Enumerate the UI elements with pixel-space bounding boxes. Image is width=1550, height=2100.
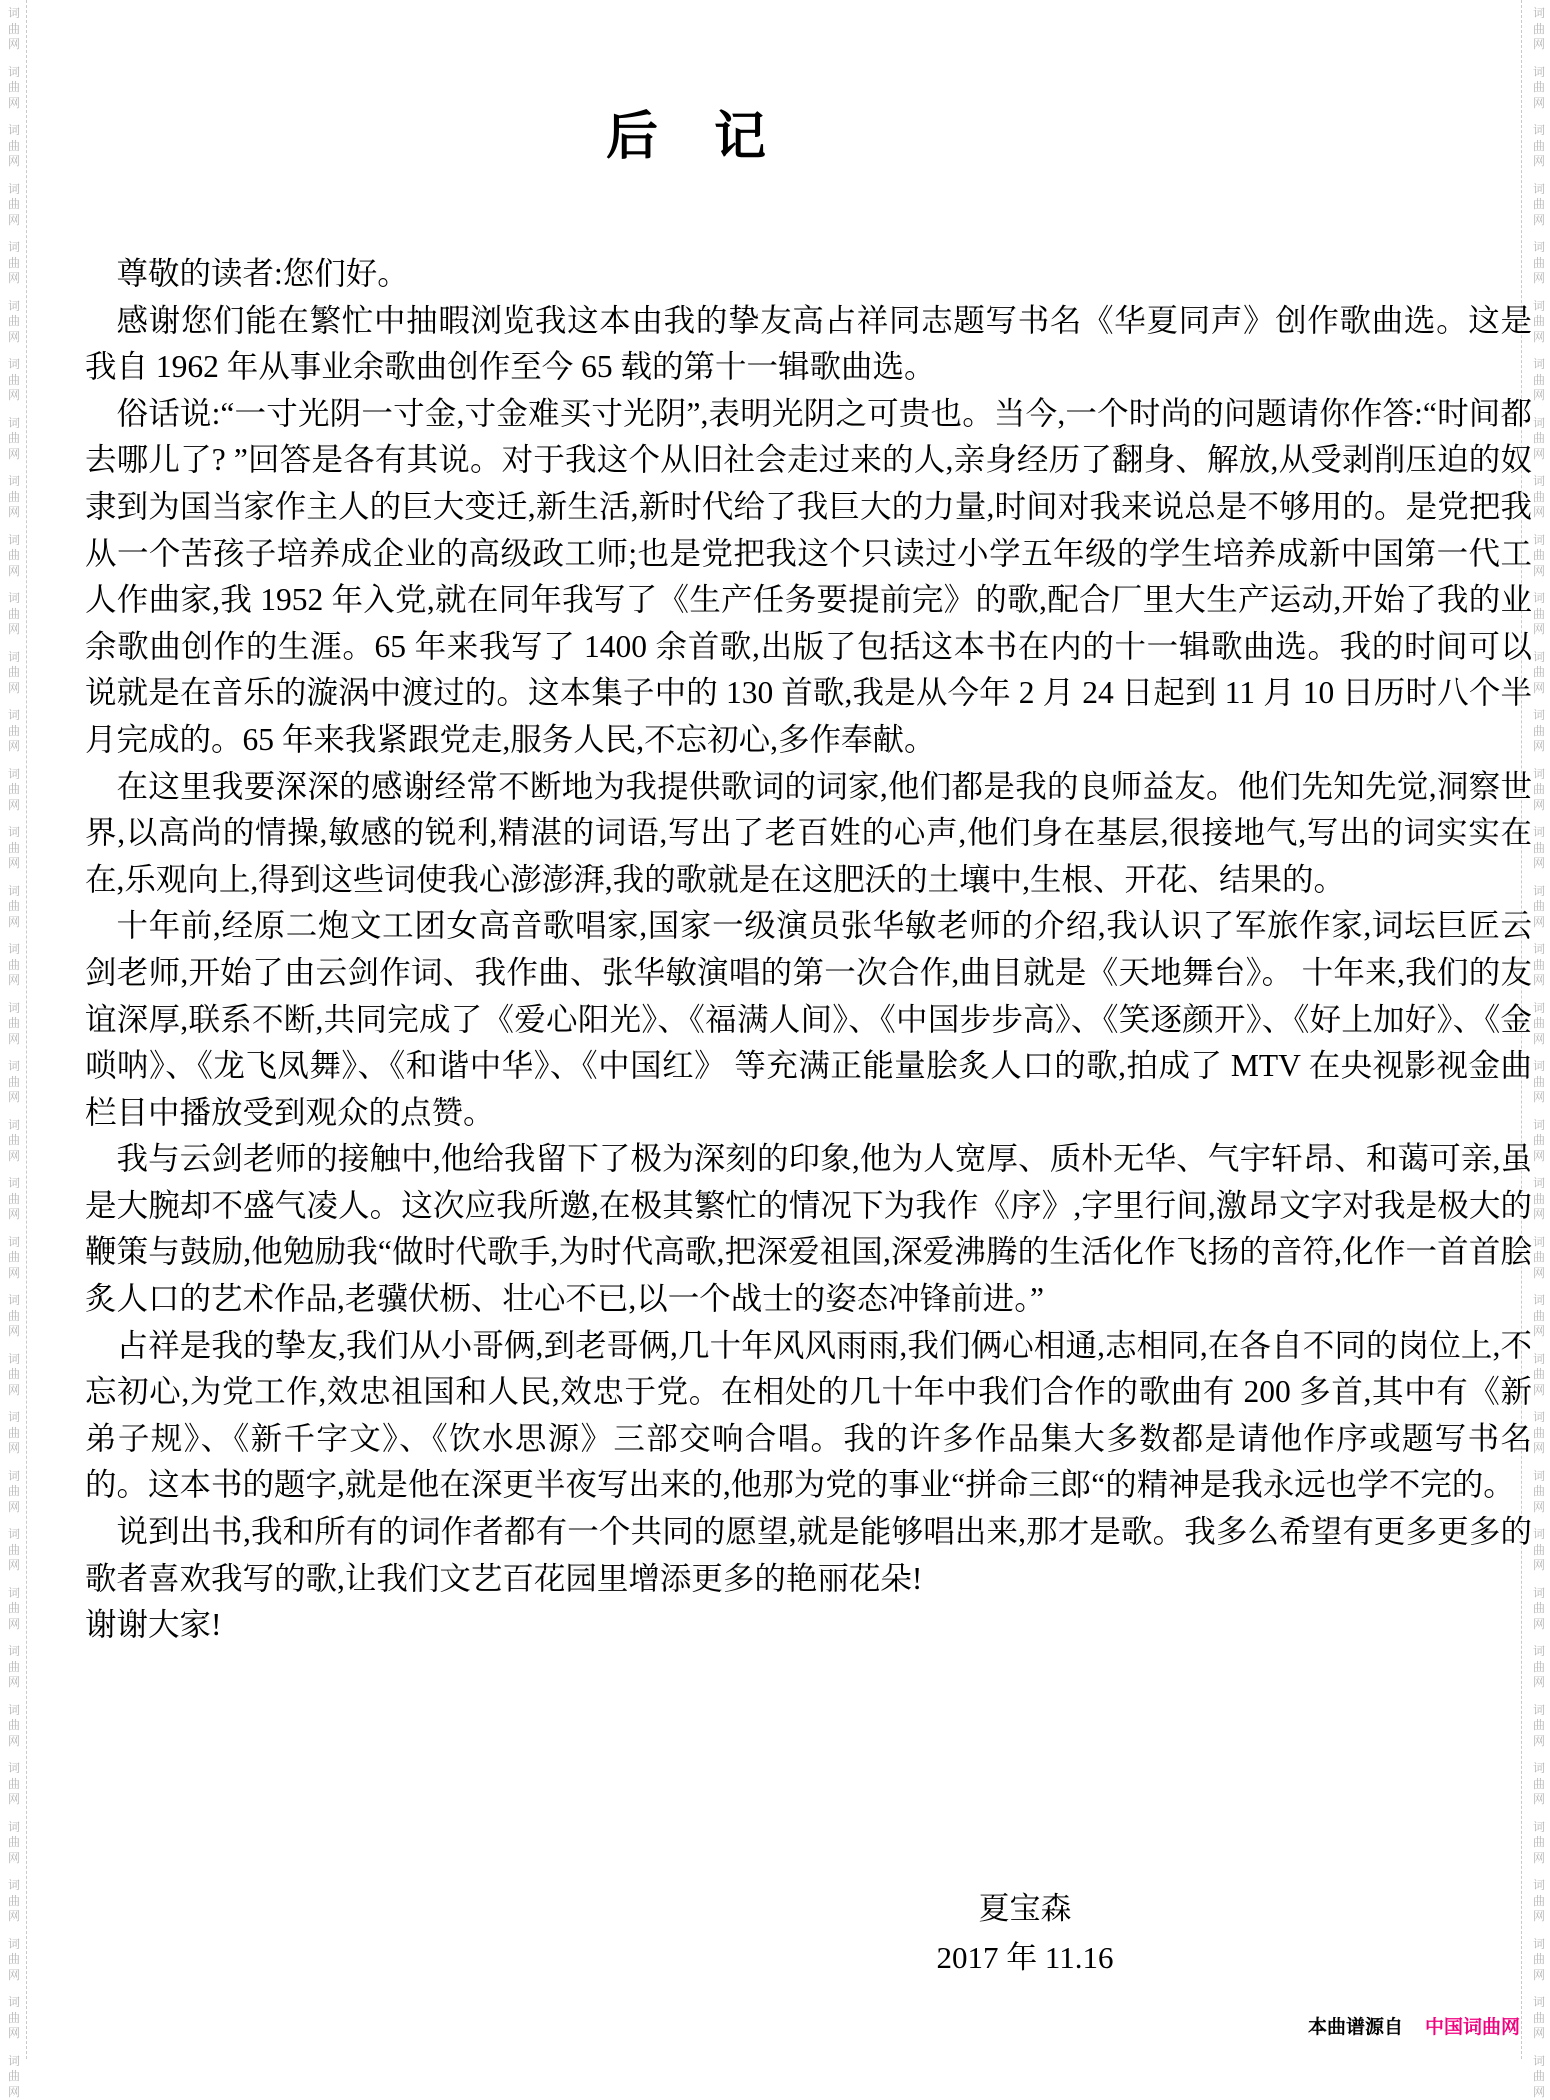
paragraph-thanks: 感谢您们能在繁忙中抽暇浏览我这本由我的挚友高占祥同志题写书名《华夏同声》创作歌曲选。这是我自 1962 年从事业余歌曲创作至今 65 载的第十一辑歌曲选。 — [85, 302, 1532, 385]
left-watermark-column: 词 曲 网 词 曲 网 词 曲 网 词 曲 网 词 曲 网 词 曲 网 词 曲 网 词 曲 网 词 曲 网 词 曲 网 词 曲 网 词 曲 网 词 曲 网 词 曲 网 词 曲 网 词 曲 网 词 曲 网 词 曲 网 词 曲 网 词 曲 网 词 曲 网 词 曲 网 词 曲 网 词 曲 网 词 曲 网 词 曲 网 词 曲 网 词 曲 网 词 曲 网 词 曲 网 词 曲 网 词 曲 网 词 曲 网 词 曲 网 词 曲 网 词 曲 网 — [7, 6, 20, 2099]
paragraph-yunjian: 十年前,经原二炮文工团女高音歌唱家,国家一级演员张华敏老师的介绍,我认识了军旅作家,词坛巨匠云剑老师,开始了由云剑作词、我作曲、张华敏演唱的第一次合作,曲目就是《天地舞台》。 十年来,我们的友谊深厚,联系不断,共同完成了《爱心阳光》、《福满人间》、《中国步步高》、《笑逐颜开》、《好上加好》、《金唢呐》、《龙飞凤舞》、《和谐中华》、《中国红》 等充满正能量脍炙人口的歌,拍成了 MTV 在央视影视金曲栏目中播放受到观众的点赞。 — [85, 908, 1532, 1130]
paragraph-wish: 说到出书,我和所有的词作者都有一个共同的愿望,就是能够唱出来,那才是歌。我多么希望有更多更多的歌者喜欢我写的歌,让我们文艺百花园里增添更多的艳丽花朵! — [85, 1514, 1532, 1596]
footer-credit — [1308, 2012, 1520, 2039]
signature-date: 2017 年 11.16 — [936, 1940, 1114, 1975]
closing-line: 谢谢大家! — [85, 1607, 222, 1643]
page-header — [0, 94, 1550, 169]
paragraph-impression: 我与云剑老师的接触中,他给我留下了极为深刻的印象,他为人宽厚、质朴无华、气宇轩昂、和蔼可亲,虽是大腕却不盛气凌人。这次应我所邀,在极其繁忙的情况下为我作《序》,字里行间,激昂文字对我是极大的鞭策与鼓励,他勉励我“做时代歌手,为时代高歌,把深爱祖国,深爱沸腾的生活化作飞扬的音符,化作一首首脍炙人口的艺术作品,老骥伏枥、壮心不已,以一个战士的姿态冲锋前进。” — [85, 1141, 1532, 1317]
page-title: 后 记 — [605, 109, 768, 166]
footer-source-label: 本曲谱源自 — [1307, 2017, 1403, 2038]
left-dashed-divider — [26, 0, 27, 2059]
afterword-body — [85, 251, 1532, 1649]
signature-block — [860, 1884, 1190, 1982]
paragraph-zhanxiang: 占祥是我的挚友,我们从小哥俩,到老哥俩,几十年风风雨雨,我们俩心相通,志相同,在各自不同的岗位上,不忘初心,为党工作,效忠祖国和人民,效忠于党。在相处的几十年中我们合作的歌曲有 200 多首,其中有《新弟子规》、《新千字文》、《饮水思源》三部交响合唱。我的许多作品集大多数都是请他作序或题写书名的。这本书的题字,就是他在深更半夜写出来的,他那为党的事业“拼命三郎“的精神是我永远也学不完的。 — [85, 1327, 1532, 1503]
footer-brand-link[interactable]: 中国词曲网 — [1424, 2017, 1520, 2038]
author-name: 夏宝森 — [978, 1891, 1072, 1926]
paragraph-greeting: 尊敬的读者:您们好。 — [116, 256, 409, 291]
paragraph-time: 俗话说:“一寸光阴一寸金,寸金难买寸光阴”,表明光阴之可贵也。当今,一个时尚的问题请你作答:“时间都去哪儿了? ”回答是各有其说。对于我这个从旧社会走过来的人,亲身经历了翻身、解放,从受剥削压迫的奴隶到为国当家作主人的巨大变迁,新生活,新时代给了我巨大的力量,时间对我来说总是不够用的。是党把我从一个苦孩子培养成企业的高级政工师;也是党把我这个只读过小学五年级的学生培养成新中国第一代工人作曲家,我 1952 年入党,就在同年我写了《生产任务要提前完》的歌,配合厂里大生产运动,开始了我的业余歌曲创作的生涯。65 年来我写了 1400 余首歌,出版了包括这本书在内的十一辑歌曲选。我的时间可以说就是在音乐的漩涡中渡过的。这本集子中的 130 首歌,我是从今年 2 月 24 日起到 11 月 10 日历时八个半月完成的。65 年来我紧跟党走,服务人民,不忘初心,多作奉献。 — [85, 395, 1532, 757]
paragraph-lyricists: 在这里我要深深的感谢经常不断地为我提供歌词的词家,他们都是我的良师益友。他们先知先觉,洞察世界,以高尚的情操,敏感的锐利,精湛的词语,写出了老百姓的心声,他们身在基层,很接地气,写出的词实实在在,乐观向上,得到这些词使我心澎澎湃,我的歌就是在这肥沃的土壤中,生根、开花、结果的。 — [85, 768, 1532, 897]
right-watermark-column: 词 曲 网 词 曲 网 词 曲 网 词 曲 网 词 曲 网 词 曲 网 词 曲 网 词 曲 网 词 曲 网 词 曲 网 词 曲 网 词 曲 网 词 曲 网 词 曲 网 词 曲 网 词 曲 网 词 曲 网 词 曲 网 词 曲 网 词 曲 网 词 曲 网 词 曲 网 词 曲 网 词 曲 网 词 曲 网 词 曲 网 词 曲 网 词 曲 网 词 曲 网 词 曲 网 词 曲 网 词 曲 网 词 曲 网 词 曲 网 词 曲 网 词 曲 网 — [1532, 6, 1545, 2099]
